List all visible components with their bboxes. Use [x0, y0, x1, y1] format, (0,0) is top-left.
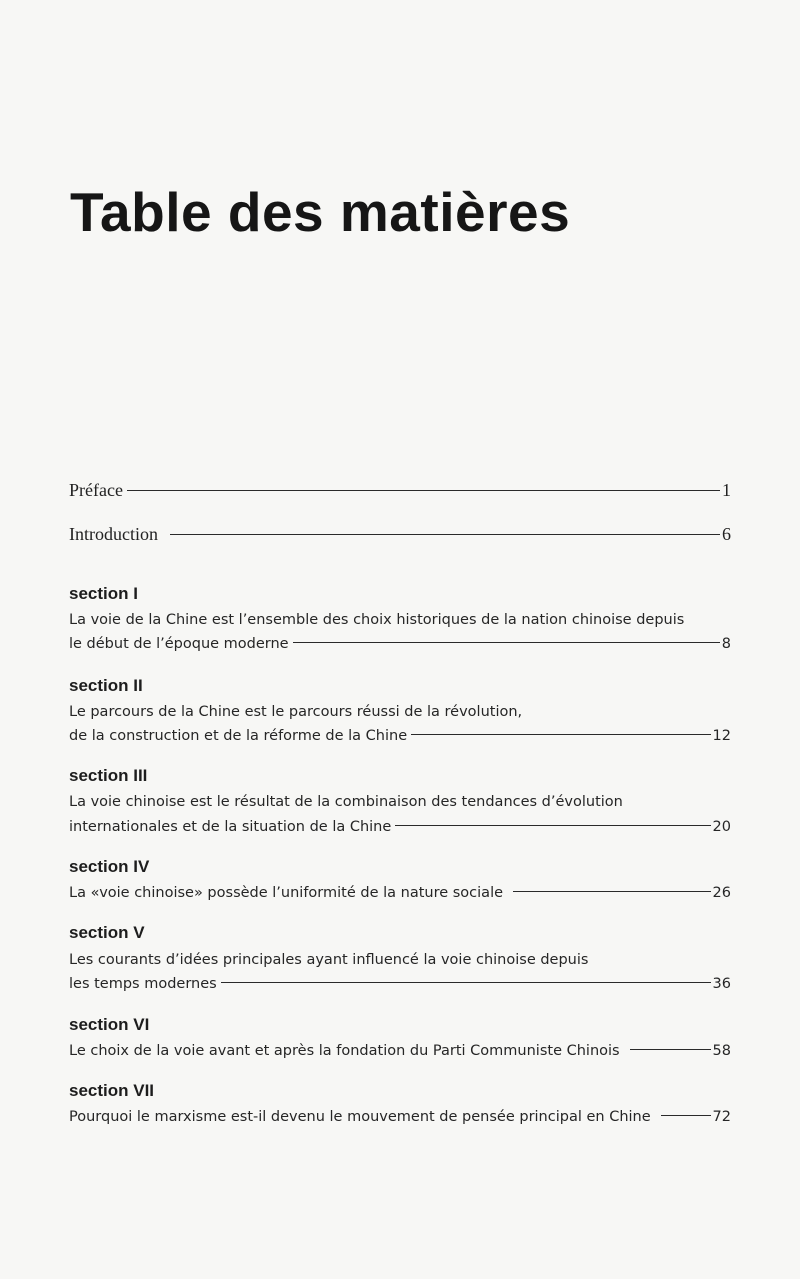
- toc-entry-line: Le parcours de la Chine est le parcours réussi de la révolution,: [69, 704, 523, 720]
- toc-entry-section-1: [69, 636, 731, 652]
- toc-entry-label: Introduction: [69, 524, 158, 544]
- toc-entry-label: La «voie chinoise» possède l’uniformité de la nature sociale: [69, 885, 504, 901]
- page-number: 1: [722, 480, 731, 500]
- toc-entry-section-2: [69, 728, 731, 744]
- section-heading: section V: [69, 923, 145, 942]
- toc-entry-line: La voie de la Chine est l’ensemble des choix historiques de la nation chinoise depuis: [69, 612, 685, 628]
- toc-entry-label: de la construction et de la réforme de la Chine: [69, 728, 408, 744]
- page-number: 8: [721, 636, 731, 652]
- toc-entry-section-3: [69, 819, 731, 835]
- section-heading: section VI: [69, 1015, 150, 1034]
- section-heading: section III: [69, 766, 148, 785]
- page-number: 6: [722, 524, 731, 544]
- section-heading: section II: [69, 676, 143, 695]
- toc-entry-line: Les courants d’idées principales ayant influencé la voie chinoise depuis: [69, 952, 589, 968]
- page-number: 20: [712, 819, 731, 835]
- toc-entry-label: le début de l’époque moderne: [69, 636, 289, 652]
- leader-line: [221, 982, 711, 983]
- leader-line: [293, 642, 720, 643]
- toc-entry-label: les temps modernes: [69, 976, 217, 992]
- toc-entry-label: internationales et de la situation de la Chine: [69, 819, 392, 835]
- page-number: 72: [712, 1109, 731, 1125]
- page-number: 36: [712, 976, 731, 992]
- leader-line: [630, 1049, 711, 1050]
- leader-line: [513, 891, 711, 892]
- page-title: Table des matières: [70, 181, 571, 243]
- toc-entry-label: Préface: [69, 480, 123, 500]
- leader-line: [411, 734, 710, 735]
- page-number: 26: [712, 885, 731, 901]
- toc-entry-section-5: [69, 976, 731, 992]
- leader-line: [395, 825, 710, 826]
- toc-entry-section-6: [69, 1043, 731, 1059]
- toc-entry-section-7: [69, 1109, 731, 1125]
- section-heading: section IV: [69, 857, 150, 876]
- toc-entry-line: La voie chinoise est le résultat de la combinaison des tendances d’évolution: [69, 794, 623, 810]
- leader-line: [661, 1115, 711, 1116]
- page-number: 58: [712, 1043, 731, 1059]
- leader-line: [170, 534, 720, 535]
- toc-entry-label: Pourquoi le marxisme est-il devenu le mouvement de pensée principal en Chine: [69, 1109, 651, 1125]
- toc-entry-introduction: [69, 524, 731, 545]
- leader-line: [127, 490, 720, 491]
- toc-entry-label: Le choix de la voie avant et après la fondation du Parti Communiste Chinois: [69, 1043, 620, 1059]
- section-heading: section VII: [69, 1081, 155, 1100]
- toc-entry-preface: [69, 480, 731, 501]
- toc-entry-section-4: [69, 885, 731, 901]
- section-heading: section I: [69, 584, 138, 603]
- page-number: 12: [712, 728, 731, 744]
